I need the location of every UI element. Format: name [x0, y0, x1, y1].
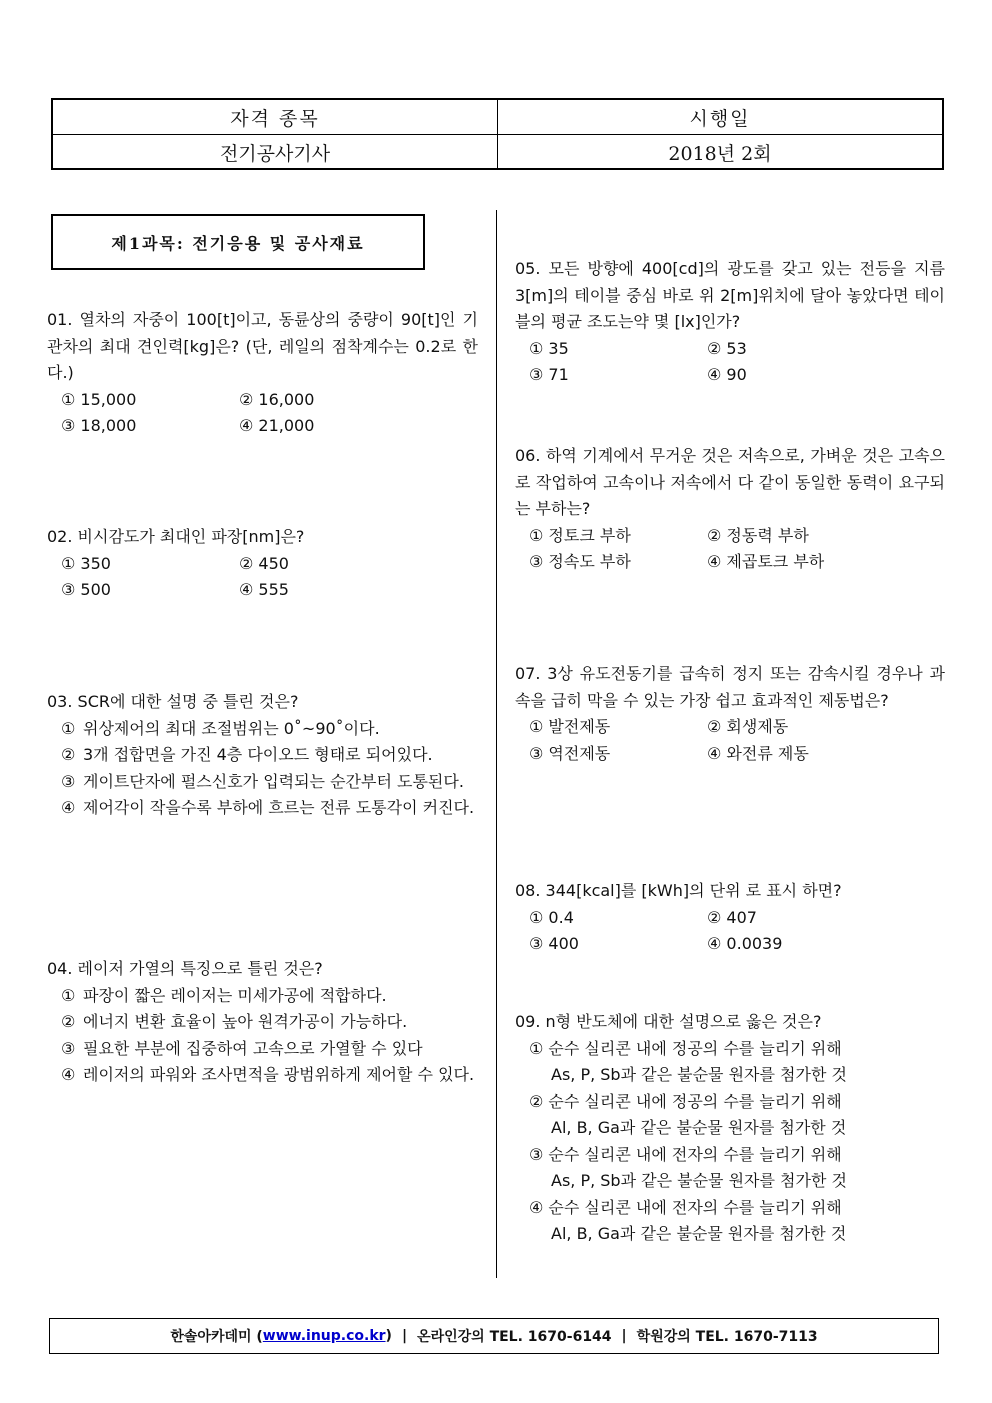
choice-1: [61, 983, 478, 1010]
qualification-value: 전기공사기사: [219, 142, 331, 165]
choice-text: 3개 접합면을 가진 4층 다이오드 형태로 되어있다.: [83, 745, 433, 764]
question-01-choices: [47, 387, 478, 440]
choice-2: ② 16,000: [239, 389, 315, 409]
choice-2: ② 450: [239, 553, 289, 573]
choice-1: ① 발전제동: [529, 717, 611, 736]
subject-title: 제1과목: 전기응용 및 공사재료: [51, 214, 425, 270]
choice-3-line-1: ③ 순수 실리콘 내에 전자의 수를 늘리기 위해: [529, 1144, 842, 1164]
question-02: [47, 524, 478, 604]
online-phone: 온라인강의 TEL. 1670-6144: [417, 1329, 612, 1345]
question-05: [515, 256, 945, 389]
choice-number: ①: [61, 985, 76, 1005]
choice-4: ④ 와전류 제동: [707, 743, 809, 763]
choice-3: [61, 769, 478, 796]
question-04-choices: [47, 983, 478, 1089]
question-02-choices: [47, 551, 478, 604]
choice-2: ② 53: [707, 338, 747, 358]
choice-number: ②: [61, 1012, 76, 1031]
choice-text: 게이트단자에 펄스신호가 입력되는 순간부터 도통된다.: [83, 771, 464, 791]
column-divider: [496, 210, 497, 1278]
question-08-stem: 08. 344[kcal]를 [kWh]의 단위 로 표시 하면?: [515, 881, 842, 900]
choice-4: ④ 제곱토크 부하: [707, 552, 825, 571]
question-06: [515, 443, 945, 576]
question-04-stem: 04. 레이저 가열의 특징으로 틀린 것은?: [47, 959, 323, 978]
question-03-choices: [47, 716, 478, 822]
exam-date-label: 시행일: [497, 100, 942, 134]
question-09-choices: [515, 1036, 945, 1248]
choice-2: [61, 1009, 478, 1036]
choice-number: ②: [61, 745, 76, 764]
choice-2: ② 정동력 부하: [707, 525, 809, 545]
choice-4: [61, 1062, 478, 1089]
choice-1: ① 35: [529, 338, 569, 358]
academy-name: 한솔아카데미 (: [170, 1329, 263, 1345]
choice-3: ③ 18,000: [61, 416, 137, 435]
academy-close-paren: ): [385, 1328, 392, 1344]
footer-bar: [49, 1318, 939, 1354]
exam-date-value: 2018년 2회: [497, 135, 942, 169]
qualification-label: 자격 종목: [230, 107, 320, 130]
question-04: [47, 956, 478, 1089]
question-06-choices: [515, 523, 945, 576]
website-link[interactable]: www.inup.co.kr: [262, 1328, 386, 1344]
choice-1: ① 정토크 부하: [529, 525, 631, 545]
question-08-choices: [515, 905, 945, 958]
choice-4-line-2: Al, B, Ga과 같은 불순물 원자를 첨가한 것: [551, 1224, 847, 1243]
choice-1: ① 15,000: [61, 389, 137, 409]
exam-info-header-row: [53, 100, 942, 134]
choice-4-line-1: ④ 순수 실리콘 내에 전자의 수를 늘리기 위해: [529, 1197, 842, 1217]
choice-1-line-2: As, P, Sb과 같은 불순물 원자를 첨가한 것: [551, 1065, 847, 1084]
choice-2-line-1: ② 순수 실리콘 내에 정공의 수를 늘리기 위해: [529, 1091, 842, 1111]
offline-phone: 학원강의 TEL. 1670-7113: [636, 1329, 818, 1345]
choice-1-line-1: ① 순수 실리콘 내에 정공의 수를 늘리기 위해: [529, 1038, 842, 1058]
choice-number: ③: [61, 771, 76, 791]
choice-text: 에너지 변환 효율이 높아 원격가공이 가능하다.: [83, 1012, 408, 1031]
choice-text: 제어각이 작을수록 부하에 흐르는 전류 도통각이 커진다.: [83, 798, 475, 817]
choice-1: ① 0.4: [529, 907, 574, 927]
question-03: [47, 689, 478, 822]
question-09: [515, 1009, 945, 1248]
question-07: [515, 661, 945, 767]
choice-4: ④ 555: [239, 580, 289, 599]
choice-2: [61, 742, 478, 769]
question-01: [47, 307, 478, 440]
question-07-choices: [515, 714, 945, 767]
choice-3: ③ 500: [61, 580, 111, 599]
choice-number: ①: [61, 718, 76, 738]
choice-text: 필요한 부분에 집중하여 고속으로 가열할 수 있다: [83, 1038, 423, 1058]
choice-4: [61, 795, 478, 822]
footer-separator: |: [401, 1328, 408, 1344]
choice-4: ④ 0.0039: [707, 934, 783, 953]
choice-3: ③ 정속도 부하: [529, 552, 631, 571]
choice-3: [61, 1036, 478, 1063]
question-06-stem: 06. 하역 기계에서 무거운 것은 저속으로, 가벼운 것은 고속으로 작업하여 고속이나 저속에서 다 같이 동일한 동력이 요구되는 부하는?: [515, 446, 945, 518]
choice-number: ④: [61, 798, 76, 817]
question-07-stem: 07. 3상 유도전동기를 급속히 정지 또는 감속시킬 경우나 과속을 급히 막을 수 있는 가장 쉽고 효과적인 제동법은?: [515, 664, 945, 710]
choice-text: 파장이 짧은 레이저는 미세가공에 적합하다.: [83, 985, 387, 1005]
choice-2: ② 407: [707, 907, 757, 927]
choice-1: ① 350: [61, 553, 111, 573]
choice-1: [61, 716, 478, 743]
choice-4: ④ 21,000: [239, 416, 315, 435]
choice-3: ③ 역전제동: [529, 743, 611, 763]
exam-info-table: [51, 98, 944, 170]
footer-separator: |: [621, 1328, 627, 1344]
question-03-stem: 03. SCR에 대한 설명 중 틀린 것은?: [47, 692, 299, 711]
choice-3: ③ 400: [529, 934, 579, 953]
question-09-stem: 09. n형 반도체에 대한 설명으로 옳은 것은?: [515, 1012, 822, 1031]
choice-2: ② 회생제동: [707, 717, 789, 736]
choice-3: ③ 71: [529, 365, 569, 384]
exam-info-value-row: [53, 134, 942, 169]
choice-text: 위상제어의 최대 조절범위는 0˚~90˚이다.: [83, 718, 380, 738]
question-08: [515, 878, 945, 958]
question-05-choices: [515, 336, 945, 389]
question-05-stem: 05. 모든 방향에 400[cd]의 광도를 갖고 있는 전등을 지름 3[m]의 테이블 중심 바로 위 2[m]위치에 달아 놓았다면 테이블의 평균 조도는약 몇 [lx]인가?: [515, 259, 945, 331]
question-02-stem: 02. 비시감도가 최대인 파장[nm]은?: [47, 527, 305, 546]
choice-4: ④ 90: [707, 365, 747, 384]
question-01-stem: 01. 열차의 자중이 100[t]이고, 동륜상의 중량이 90[t]인 기관차의 최대 견인력[kg]은? (단, 레일의 점착계수는 0.2로 한다.): [47, 310, 478, 382]
choice-3-line-2: As, P, Sb과 같은 불순물 원자를 첨가한 것: [551, 1171, 847, 1190]
choice-2-line-2: Al, B, Ga과 같은 불순물 원자를 첨가한 것: [551, 1118, 847, 1137]
choice-text: 레이저의 파워와 조사면적을 광범위하게 제어할 수 있다.: [83, 1065, 475, 1084]
choice-number: ③: [61, 1038, 76, 1058]
choice-number: ④: [61, 1065, 76, 1084]
